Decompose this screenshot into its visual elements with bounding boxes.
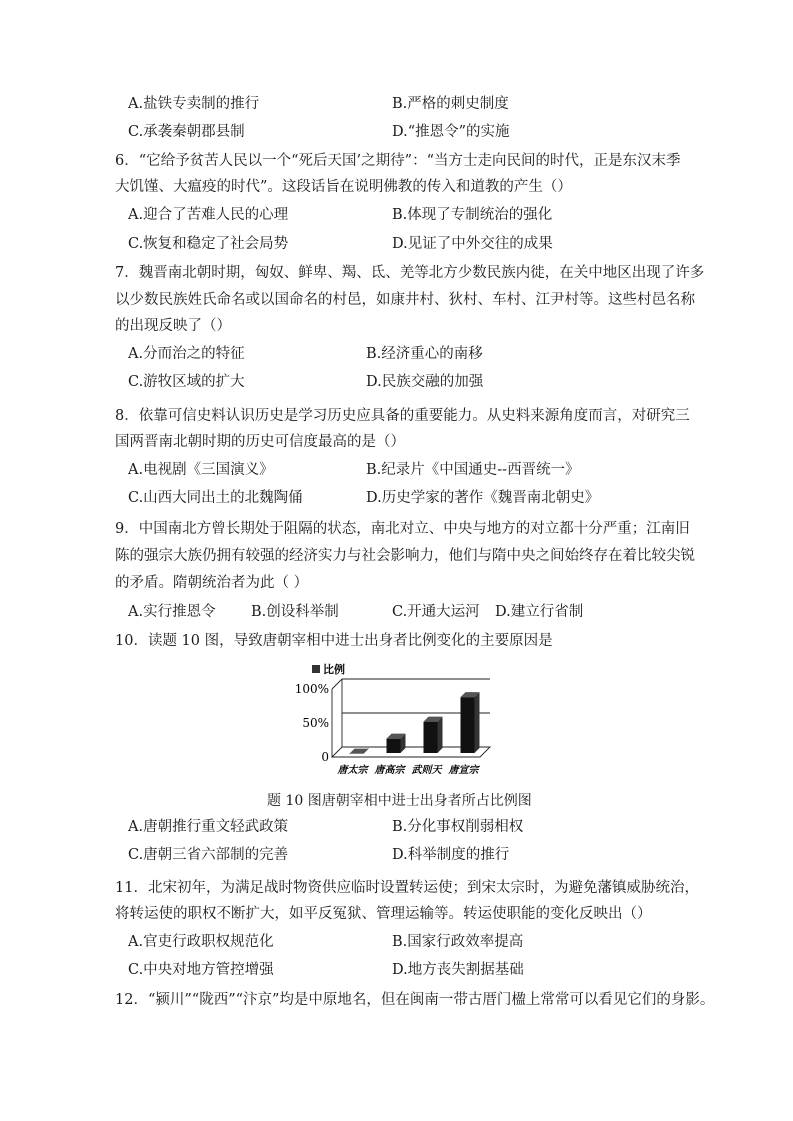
q5-option-d: D.“推恩令”的实施 <box>392 124 510 140</box>
q5-option-a: A.盐铁专卖制的推行 <box>128 96 260 112</box>
q7-stem-line-1: 7．魏晋南北朝时期，匈奴、鲜卑、羯、氐、羌等北方少数民族内徙，在关中地区出现了许多 <box>115 265 705 281</box>
q8-option-d: D.历史学家的著作《魏晋南北朝史》 <box>366 490 600 506</box>
q5-option-c: C.承袭秦朝郡县制 <box>128 124 245 140</box>
legend-swatch <box>312 665 320 673</box>
q9-option-b: B.创设科举制 <box>251 604 339 620</box>
q10-option-a: A.唐朝推行重文轻武政策 <box>128 819 289 835</box>
q12-stem-line-1: 12．“颍川”“陇西”“汴京”均是中原地名，但在闽南一带古厝门楹上常常可以看见它们的身影。 <box>115 992 715 1008</box>
bar-唐高宗 <box>387 734 406 753</box>
x-tick-label: 唐太宗 <box>337 765 368 776</box>
q9-stem-line-3: 的矛盾。隋朝统治者为此（ ） <box>115 575 309 591</box>
q10-figure-caption: 题 10 图唐朝宰相中进士出身者所占比例图 <box>267 793 532 809</box>
q11-stem-line-1: 11．北宋初年，为满足战时物资供应临时设置转运使；到宋太宗时，为避免藩镇威胁统治， <box>115 880 699 896</box>
x-tick-label: 唐高宗 <box>374 765 405 776</box>
q8-stem-line-1: 8．依靠可信史料认识历史是学习历史应具备的重要能力。从史料来源角度而言，对研究三 <box>115 408 690 424</box>
bar-side <box>438 717 443 753</box>
q8-stem-line-2: 国两晋南北朝时期的历史可信度最高的是（） <box>115 434 405 450</box>
q10-stem-line-1: 10．读题 10 图，导致唐朝宰相中进士出身者比例变化的主要原因是 <box>115 633 553 649</box>
bar-唐太宗 <box>350 748 369 754</box>
q11-option-d: D.地方丧失割据基础 <box>392 962 524 978</box>
q10-bar-chart <box>290 660 510 780</box>
q8-option-a: A.电视剧《三国演义》 <box>128 462 274 478</box>
q8-option-c: C.山西大同出土的北魏陶俑 <box>128 490 303 506</box>
q7-stem-line-2: 以少数民族姓氏命名或以国命名的村邑，如康井村、狄村、车村、江尹村等。这些村邑名称 <box>115 292 695 308</box>
q6-stem-line-1: 6．“它给予贫苦人民以一个“死后天国’之期待”：“当方士走向民间的时代，正是东汉末季 <box>115 153 681 169</box>
q9-option-c: C.开通大运河 <box>392 604 480 620</box>
q7-option-c: C.游牧区域的扩大 <box>128 374 245 390</box>
q11-option-a: A.官吏行政职权规范化 <box>128 934 274 950</box>
x-tick-label: 武则天 <box>411 765 442 776</box>
left-wall-top-edge <box>332 679 342 689</box>
bar-front <box>387 739 401 753</box>
y-tick-label: 50% <box>302 716 329 730</box>
chart-y-ticks <box>295 682 329 764</box>
chart-x-labels <box>337 764 481 776</box>
q10-option-c: C.唐朝三省六部制的完善 <box>128 847 289 863</box>
legend-label: 比例 <box>323 663 345 676</box>
bar-front <box>424 722 438 753</box>
q6-option-d: D.见证了中外交往的成果 <box>392 236 553 252</box>
q8-option-b: B.纪录片《中国通史--西晋统一》 <box>366 462 580 478</box>
q5-option-b: B.严格的刺史制度 <box>392 96 509 112</box>
q6-option-b: B.体现了专制统治的强化 <box>392 207 553 223</box>
q7-stem-line-3: 的出现反映了（） <box>115 318 231 334</box>
q7-option-d: D.民族交融的加强 <box>366 374 484 390</box>
q11-stem-line-2: 将转运使的职权不断扩大，如平反冤狱、管理运输等。转运使职能的变化反映出（） <box>115 906 652 922</box>
q9-option-d: D.建立行省制 <box>495 604 584 620</box>
q6-stem-line-2: 大饥馑、大瘟疫的时代”。这段话旨在说明佛教的传入和道教的产生（） <box>115 179 572 195</box>
bar-front <box>461 697 475 753</box>
q7-option-a: A.分而治之的特征 <box>128 346 245 362</box>
x-tick-label: 唐宣宗 <box>448 765 479 776</box>
q10-option-b: B.分化事权削弱相权 <box>392 819 524 835</box>
q9-stem-line-2: 陈的强宗大族仍拥有较强的经济实力与社会影响力，他们与隋中央之间始终存在着比较尖锐 <box>115 548 695 564</box>
q6-option-c: C.恢复和稳定了社会局势 <box>128 236 289 252</box>
q11-option-c: C.中央对地方管控增强 <box>128 962 274 978</box>
q7-option-b: B.经济重心的南移 <box>366 346 483 362</box>
bar-唐宣宗 <box>461 692 480 753</box>
q11-option-b: B.国家行政效率提高 <box>392 934 524 950</box>
q9-option-a: A.实行推恩令 <box>128 604 216 620</box>
y-tick-label: 100% <box>294 682 329 696</box>
q10-option-d: D.科举制度的推行 <box>392 847 510 863</box>
q6-option-a: A.迎合了苦难人民的心理 <box>128 207 289 223</box>
q9-stem-line-1: 9．中国南北方曾长期处于阻隔的状态，南北对立、中央与地方的对立都十分严重；江南旧 <box>115 521 690 537</box>
y-tick-label: 0 <box>321 750 329 764</box>
chart-bars <box>350 692 480 753</box>
bar-side <box>475 692 480 753</box>
bar-武则天 <box>424 717 443 753</box>
